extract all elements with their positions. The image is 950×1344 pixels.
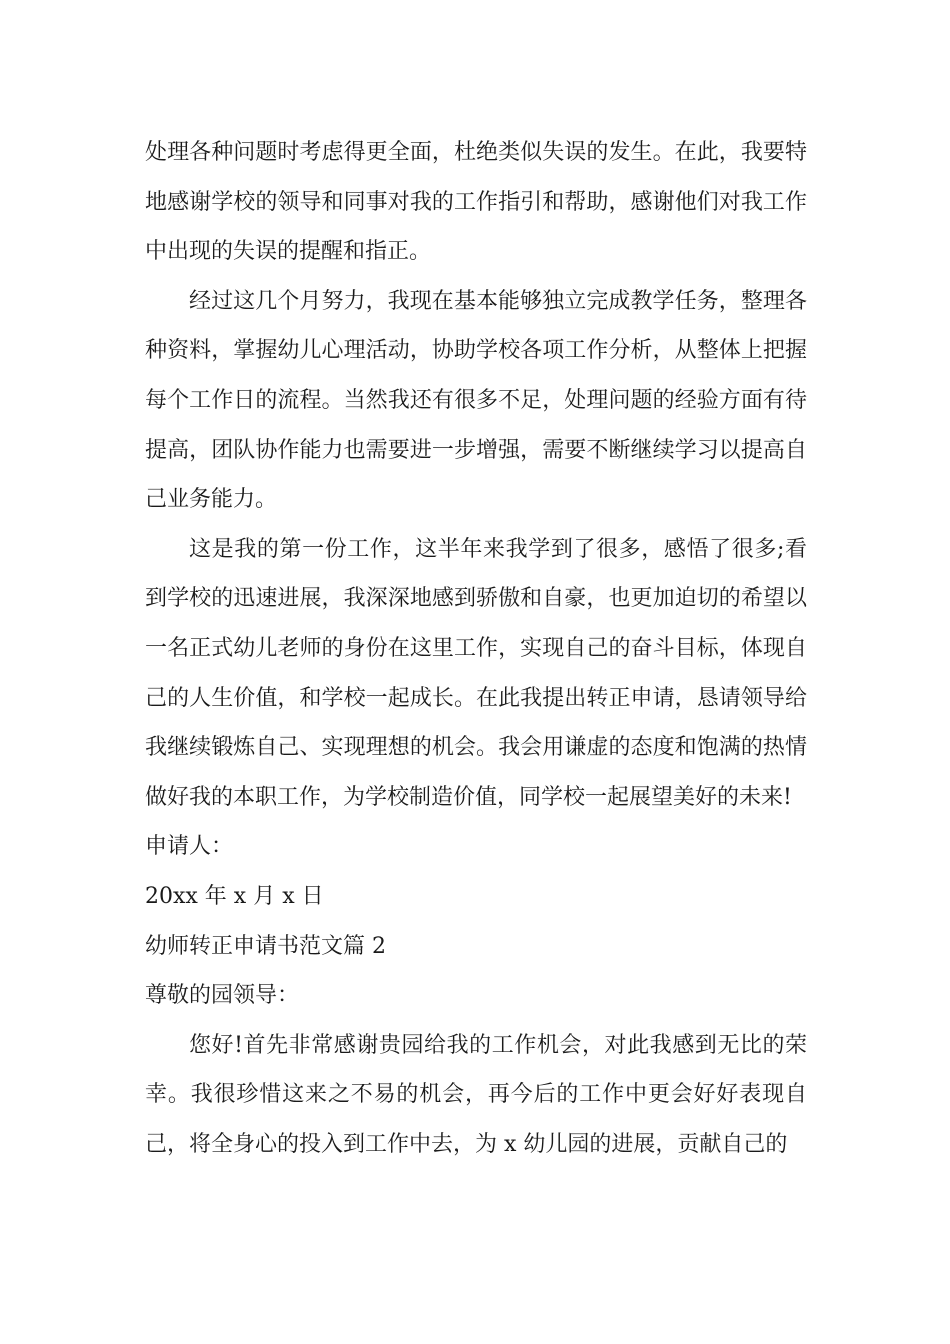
section-title: 幼师转正申请书范文篇 2 — [145, 933, 386, 959]
document-body — [145, 128, 807, 1169]
paragraph-opening: 您好!首先非常感谢贵园给我的工作机会，对此我感到无比的荣幸。我很珍惜这来之不易的机会，再今后的工作中更会好好表现自己，将全身心的投入到工作中去，为 x 幼儿园的进展，贡献自己的 — [145, 1032, 807, 1157]
applicant-label: 申请人： — [145, 834, 234, 860]
paragraph-progress: 经过这几个月努力，我现在基本能够独立完成教学任务，整理各种资料，掌握幼儿心理活动，协助学校各项工作分析，从整体上把握每个工作日的流程。当然我还有很多不足，处理问题的经验方面有待提高，团队协作能力也需要进一步增强，需要不断继续学习以提高自己业务能力。 — [145, 288, 807, 513]
paragraph-application: 这是我的第一份工作，这半年来我学到了很多，感悟了很多;看到学校的迅速进展，我深深地感到骄傲和自豪，也更加迫切的希望以一名正式幼儿老师的身份在这里工作，实现自己的奋斗目标，体现自己的人生价值，和学校一起成长。在此我提出转正申请，恳请领导给我继续锻炼自己、实现理想的机会。我会用谦虚的态度和饱满的热情做好我的本职工作，为学校制造价值，同学校一起展望美好的未来! — [145, 536, 807, 810]
paragraph-continuation: 处理各种问题时考虑得更全面，杜绝类似失误的发生。在此，我要特地感谢学校的领导和同事对我的工作指引和帮助，感谢他们对我工作中出现的失误的提醒和指正。 — [145, 140, 807, 265]
date-line: 20xx 年 x 月 x 日 — [145, 883, 324, 909]
salutation: 尊敬的园领导： — [145, 983, 300, 1009]
